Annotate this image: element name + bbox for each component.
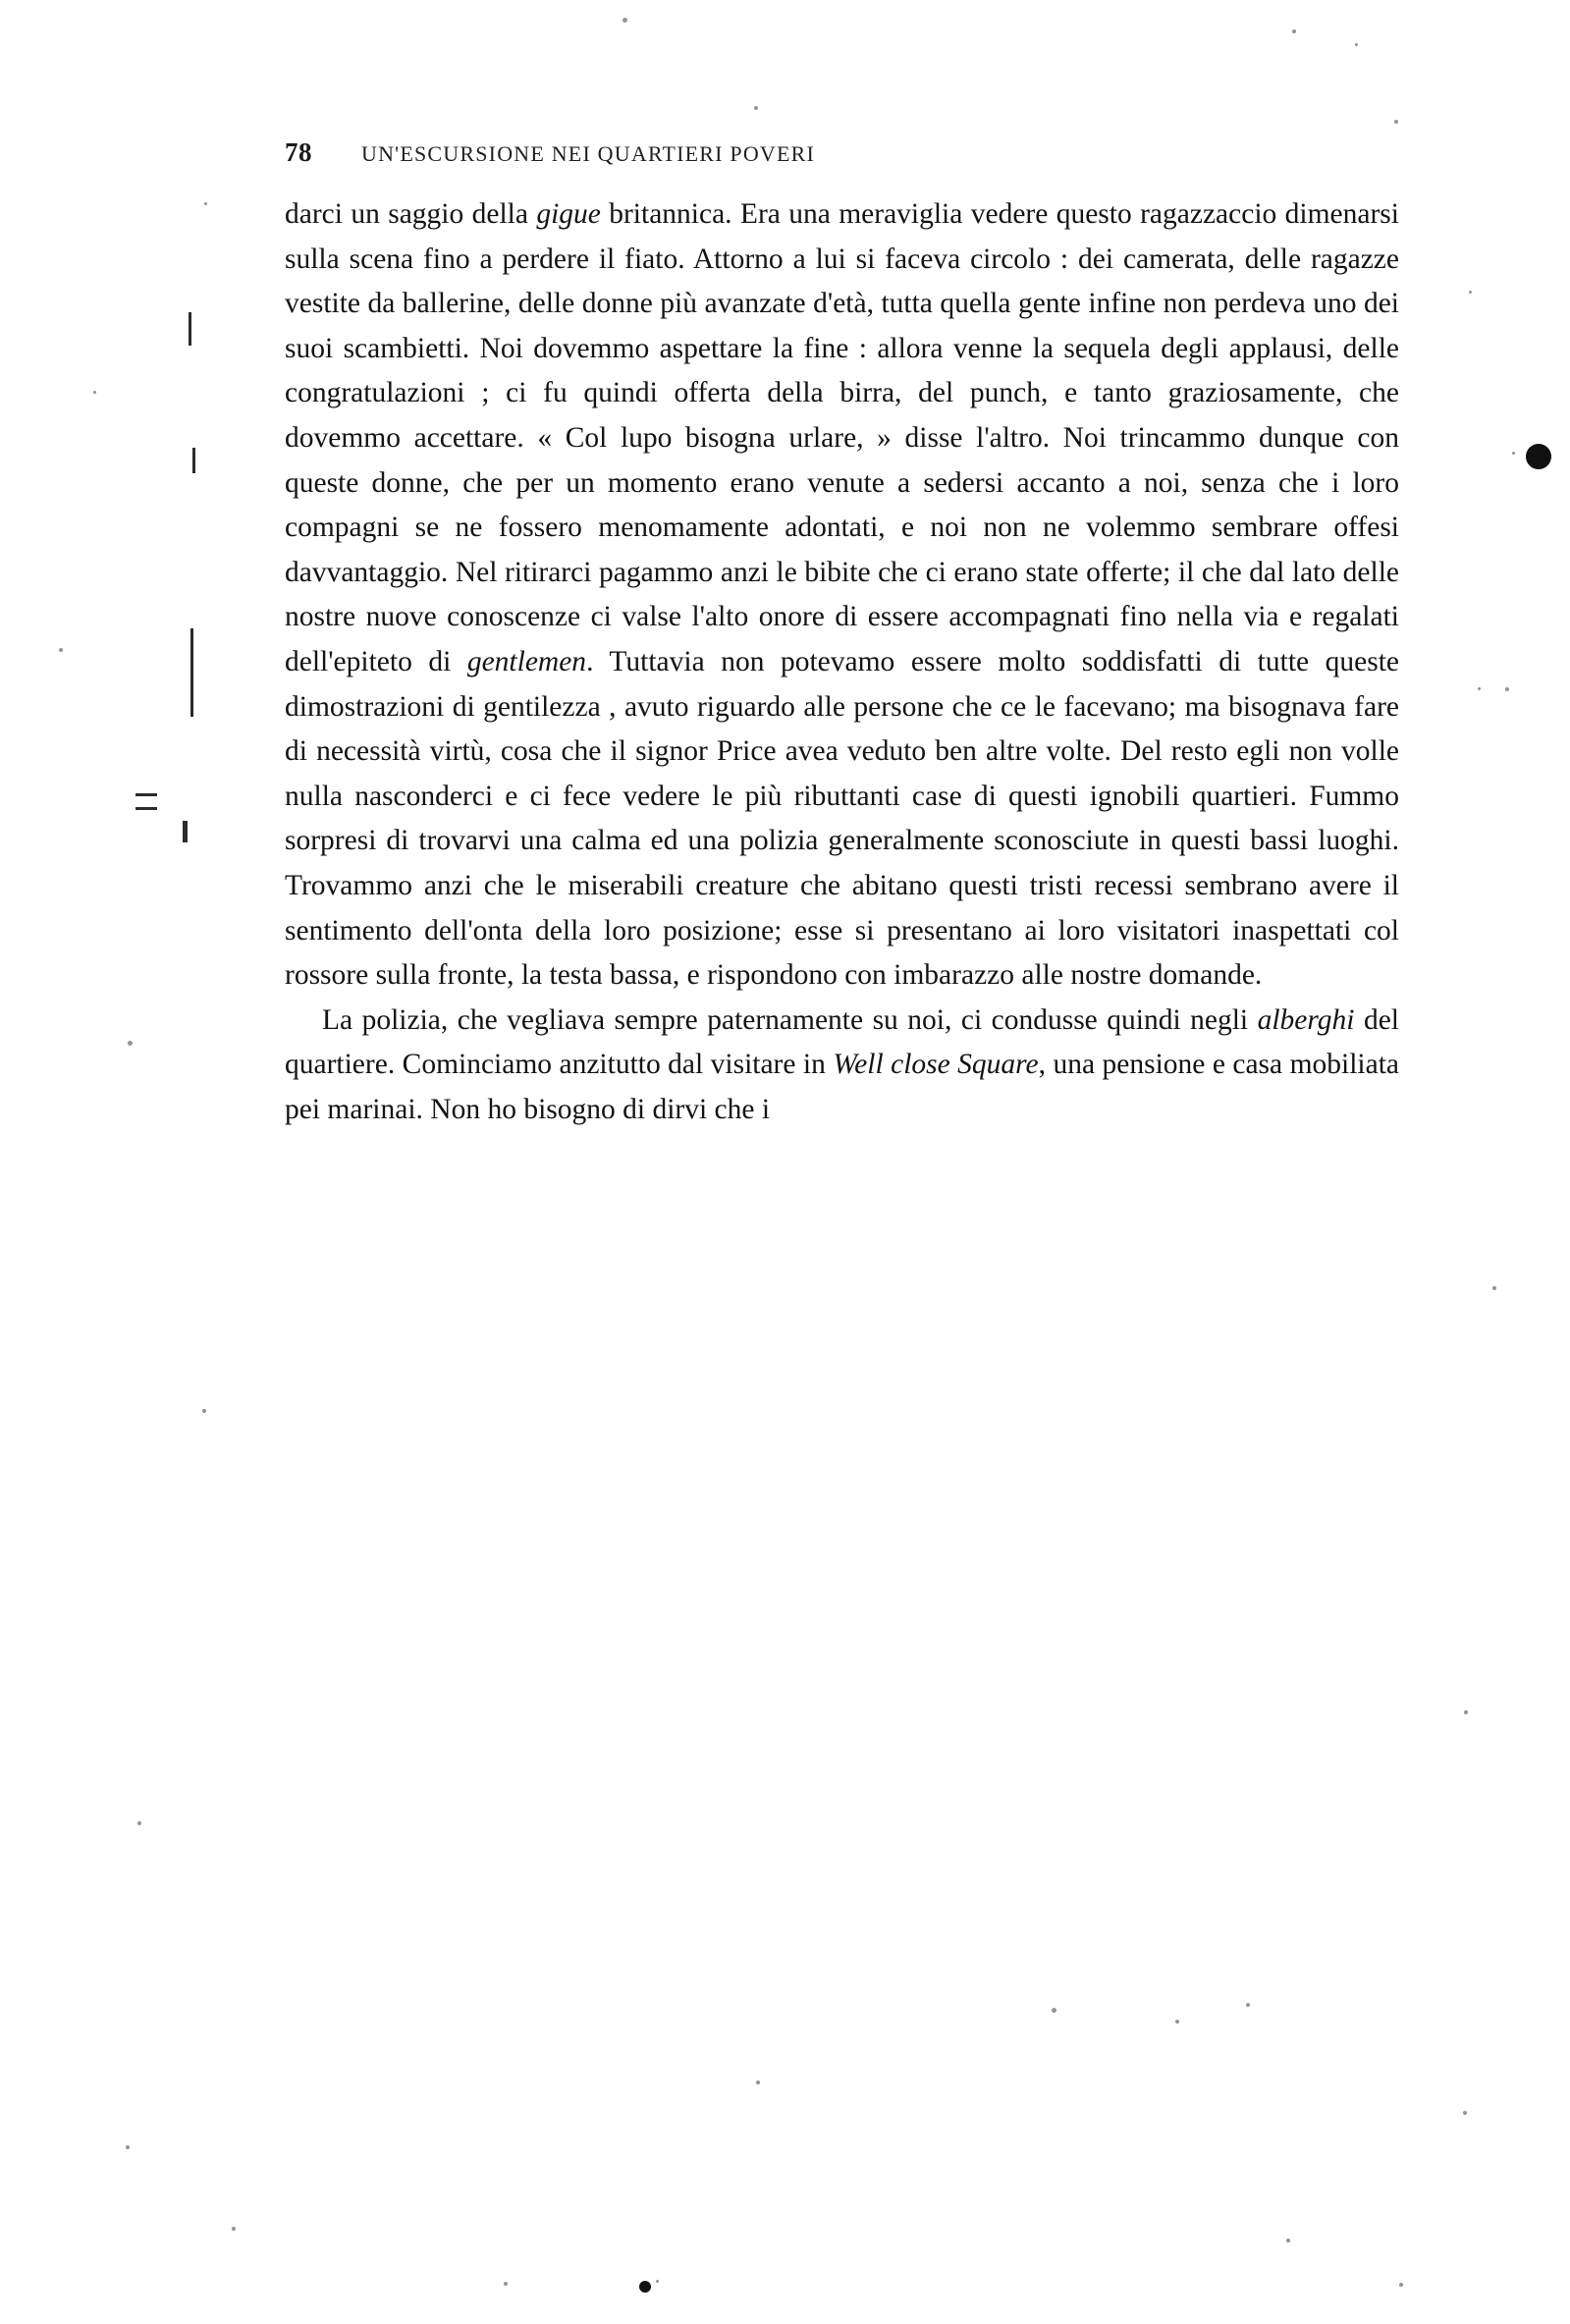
page-text-block <box>285 192 1399 1132</box>
margin-pen-stroke-5 <box>135 793 157 796</box>
footer-ink-dot <box>639 2281 651 2293</box>
italic-phrase: alberghi <box>1257 1003 1355 1036</box>
text-run: , una pensione e casa mobiliata pei marinai. Non ho bisogno di dirvi che i <box>285 1049 1399 1125</box>
page-number: 78 <box>285 137 312 167</box>
paragraph-1 <box>285 192 1399 999</box>
italic-phrase: Well close Square <box>833 1049 1039 1081</box>
text-run: britannica. Era una meraviglia vedere questo ragazzaccio dimenarsi sulla scena fino a perdere il fiato. Attorno a lui si faceva circolo : dei camerata, delle ragazze vestite da ballerine, delle donne più avanzate d'età, tutta quella gente infine non perdeva uno dei suoi scambietti. Noi dovemmo aspettare la fine : allora venne la sequela degli applausi, delle congratulazioni ; ci fu quindi offerta della birra, del punch, e tanto graziosamente, che dovemmo accettare. « Col lupo bisogna urlare, » disse l'altro. Noi trincammo dunque con queste donne, che per un momento erano venute a sedersi accanto a noi, senza che i loro compagni se ne fossero menomamente adontati, e noi non ne volemmo sembrare offesi davvantaggio. Nel ritirarci pagammo anzi le bibite che ci erano state offerte; il che dal lato delle nostre nuove conoscenze ci valse l'alto onore di essere accompagnati fino nella via e regalati dell'epiteto di <box>285 198 1399 677</box>
page-header <box>285 137 1276 168</box>
margin-pen-stroke-2 <box>192 448 195 473</box>
italic-phrase: gigue <box>536 198 601 230</box>
text-run: . Tuttavia non potevamo essere molto soddisfatti di tutte queste dimostrazioni di gentilezza , avuto riguardo alle persone che ce le facevano; ma bisognava fare di necessità virtù, cosa che il signor Price avea veduto ben altre volte. Del resto egli non volle nulla nasconderci e ci fece vedere le più ributtanti case di questi ignobili quartieri. Fummo sorpresi di trovarvi una calma ed una polizia generalmente sconosciute in questi bassi luoghi. Trovammo anzi che le miserabili creature che abitano questi tristi recessi sembrano avere il sentimento dell'onta della loro posizione; esse si presentano ai loro visitatori inaspettati col rossore sulla fronte, la testa bassa, e rispondono con imbarazzo alle nostre domande. <box>285 645 1399 992</box>
text-run: del quartiere. Cominciamo anzitutto dal visitare in <box>285 1003 1399 1081</box>
paragraph-2 <box>285 999 1399 1133</box>
margin-pen-stroke <box>189 312 191 346</box>
running-head: UN'ESCURSIONE NEI QUARTIERI POVERI <box>361 141 816 166</box>
text-run: darci un saggio della <box>285 198 537 230</box>
margin-pen-stroke-6 <box>135 807 157 810</box>
margin-pen-stroke-3 <box>190 628 193 717</box>
margin-ink-blot <box>1526 444 1551 469</box>
italic-phrase: gentlemen <box>466 645 587 677</box>
text-run: La polizia, che vegliava sempre paternamente su noi, ci condusse quindi negli <box>322 1003 1258 1036</box>
margin-pen-stroke-4 <box>183 821 188 842</box>
